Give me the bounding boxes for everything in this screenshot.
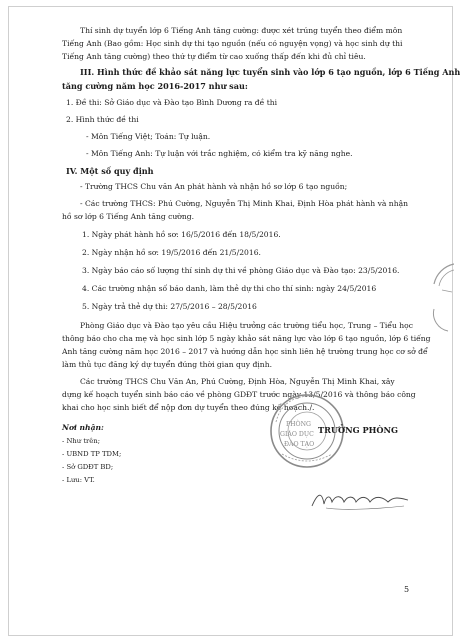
section-3-title-line-1: III. Hình thức đề khảo sát năng lực tuyển sinh vào lớp 6 tạo nguồn, lớp 6 Tiếng Anh	[80, 67, 460, 77]
recipients-title: Nơi nhận:	[62, 423, 104, 432]
section-4-para-2-line-1: - Các trường THCS: Phú Cường, Nguyễn Thị Minh Khai, Định Hòa phát hành và nhận	[80, 199, 409, 208]
section-3-item-2: 2. Hình thức đề thi	[66, 115, 139, 124]
recipient-item: - UBND TP TDM;	[62, 450, 122, 458]
section-4-para-2-line-2: hồ sơ lớp 6 Tiếng Anh tăng cường.	[62, 212, 194, 221]
recipient-item: - Sở GDĐT BD;	[62, 463, 114, 471]
section-4-para-1: - Trường THCS Chu văn An phát hành và nhận hồ sơ lớp 6 tạo nguồn;	[80, 182, 348, 191]
page-number: 5	[404, 585, 410, 594]
section-3-item-1: 1. Đề thi: Sở Giáo dục và Đào tạo Bình Dương ra đề thi	[66, 98, 278, 107]
list-item: 5. Ngày trả thẻ dự thi: 27/5/2016 – 28/5/2016	[82, 302, 257, 311]
stamp-label: GIÁO DỤC	[280, 431, 314, 438]
body-para-1-line-4: làm thủ tục đăng ký dự tuyển đúng thời gian quy định.	[62, 360, 272, 369]
list-item: 2. Ngày nhận hồ sơ: 19/5/2016 đến 21/5/2016.	[82, 248, 261, 257]
list-item: 1. Ngày phát hành hồ sơ: 16/5/2016 đến 18/5/2016.	[82, 230, 281, 239]
intro-line-3: Tiếng Anh tăng cường) theo thứ tự điểm từ cao xuống thấp đến khi đủ chỉ tiêu.	[62, 52, 366, 61]
section-4-title: IV. Một số quy định	[66, 166, 154, 176]
signature-title: TRƯỞNG PHÒNG	[318, 425, 398, 435]
stamp-label: ĐÀO TẠO	[284, 441, 315, 448]
body-para-2-line-1: Các trường THCS Chu Văn An, Phú Cường, Định Hòa, Nguyễn Thị Minh Khai, xây	[80, 377, 395, 386]
intro-line-1: Thí sinh dự tuyển lớp 6 Tiếng Anh tăng cường: được xét trúng tuyển theo điểm môn	[80, 26, 403, 35]
section-3-title-line-2: tăng cường năm học 2016-2017 như sau:	[62, 81, 248, 91]
body-para-1-line-3: Anh tăng cường năm học 2016 – 2017 và hướng dẫn học sinh liên hệ trường trung học cơ sở để	[62, 347, 428, 356]
section-3-sub-1: - Môn Tiếng Việt; Toán: Tự luận.	[86, 132, 211, 141]
intro-line-2: Tiếng Anh (Bao gồm: Học sinh dự thi tạo nguồn (nếu có nguyện vọng) và học sinh dự thi	[62, 39, 403, 48]
recipient-item: - Lưu: VT.	[62, 476, 95, 484]
stamp-label: PHÒNG	[286, 421, 311, 428]
body-para-1-line-2: thông báo cho cha mẹ và học sinh lớp 5 ngày khảo sát năng lực vào lớp 6 tạo nguồn, lớp 6 tiếng	[62, 334, 431, 343]
body-para-2-line-2: dựng kế hoạch tuyển sinh báo cáo về phòng GDĐT trước ngày 13/5/2016 và thông báo công	[62, 390, 416, 399]
body-para-2-line-3: khai cho học sinh biết để nộp đơn dự tuyển theo đúng kế hoạch./.	[62, 403, 315, 412]
list-item: 4. Các trường nhận số báo danh, làm thẻ dự thi cho thí sinh: ngày 24/5/2016	[82, 284, 377, 293]
recipient-item: - Như trên;	[62, 437, 100, 445]
stamp-fragment	[432, 305, 452, 335]
handwritten-signature	[308, 486, 412, 512]
section-3-sub-2: - Môn Tiếng Anh: Tự luận với trắc nghiệm, có kiểm tra kỹ năng nghe.	[86, 149, 353, 158]
body-para-1-line-1: Phòng Giáo dục và Đào tạo yêu cầu Hiệu trưởng các trường tiểu học, Trung – Tiểu học	[80, 321, 413, 330]
list-item: 3. Ngày báo cáo số lượng thí sinh dự thi về phòng Giáo dục và Đào tạo: 23/5/2016.	[82, 266, 400, 275]
